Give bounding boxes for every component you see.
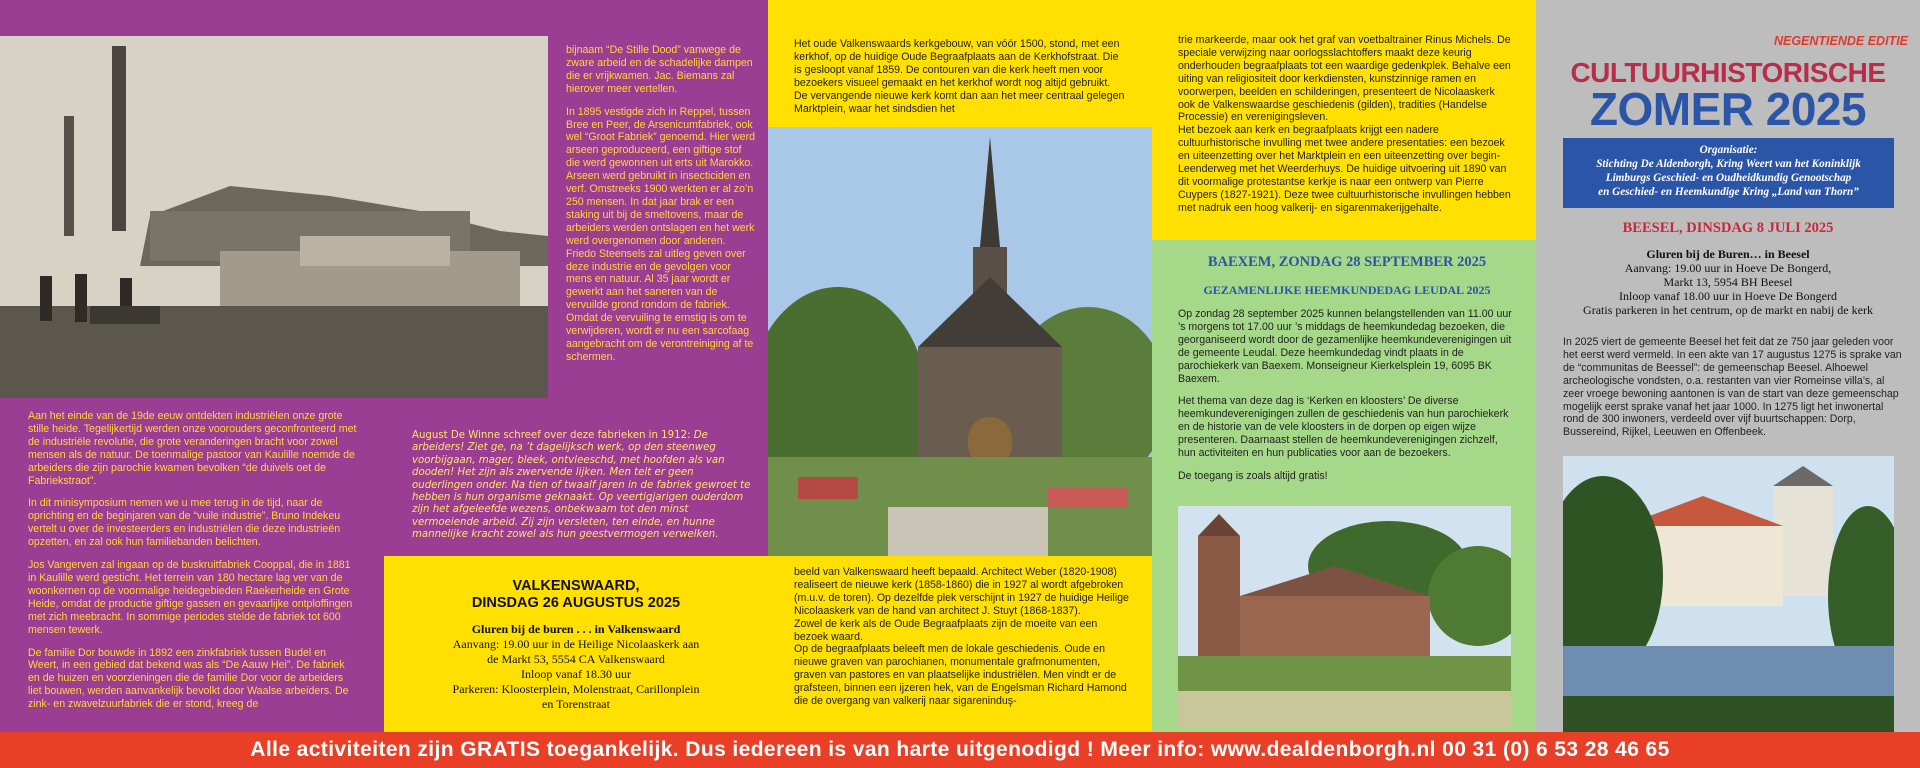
factory-photo xyxy=(0,36,548,398)
castle-illustration xyxy=(1563,456,1894,732)
col2-bottom-panel xyxy=(768,556,1152,732)
valkenswaard-line-3: Inloop vanaf 18.30 uur xyxy=(521,667,631,681)
valkenswaard-line-2: de Markt 53, 5554 CA Valkenswaard xyxy=(487,652,665,666)
footer-text: Alle activiteiten zijn GRATIS toegankelijk. Dus iedereen is van harte uitgenodigd ! Meer info: www.dealdenborgh.nl 00 31 (0) 6 53 28 46 65 xyxy=(250,738,1670,761)
title-line-2: ZOMER 2025 xyxy=(1589,83,1867,135)
beesel-line-1: Aanvang: 19.00 uur in Hoeve De Bongerd, xyxy=(1624,261,1832,275)
beesel-line-4: Gratis parkeren in het centrum, op de markt en nabij de kerk xyxy=(1583,303,1873,317)
footer-banner xyxy=(0,732,1920,768)
stille-dood-paragraph: bijnaam “De Stille Dood” vanwege de zware arbeid en de schadelijke dampen die er vrijkwamen. Jac. Biemans zal hierover meer vertellen. xyxy=(566,44,753,95)
baexem-paragraph-3: De toegang is zoals altijd gratis! xyxy=(1178,469,1328,482)
valkenswaard-title-1: VALKENSWAARD, xyxy=(512,578,640,594)
organisatie-line-3: en Geschied- en Heemkundige Kring „Land van Thorn” xyxy=(1598,186,1859,198)
church-illustration xyxy=(768,127,1152,557)
organisatie-line-1: Stichting De Aldenborgh, Kring Weert van het Koninklijk xyxy=(1596,158,1861,170)
col2-top-panel xyxy=(768,0,1152,127)
valkenswaard-line-4: Parkeren: Kloosterplein, Molenstraat, Carillonplein xyxy=(452,682,700,696)
quote-intro: August De Winne schreef over deze fabrieken in 1912: xyxy=(412,430,694,441)
baexem-subtitle: GEZAMENLIJKE HEEMKUNDEDAG LEUDAL 2025 xyxy=(1203,283,1491,297)
organisatie-line-2: Limburgs Geschied- en Oudheidkundig Genootschap xyxy=(1605,172,1852,184)
col3-top-panel xyxy=(1152,0,1536,240)
beesel-subtitle: Gluren bij de Buren… in Beesel xyxy=(1646,247,1810,261)
col2-bottom-text: beeld van Valkenswaard heeft bepaald. Architect Weber (1820-1908) realiseert de nieuwe kerk (1858-1860) die in 1927 al wordt afgebroken (m.u.v. de toren). Op dezelfde plek verschijnt in 1927 de huidige Heilige Nicolaaskerk van de hand van architect J. Stuyt (1868-1837). Zowel de kerk als de Oude Begraafplaats zijn de moeite van een bezoek waard. Op de begraafplaats beleeft men de lokale geschiedenis. Oude en nieuwe graven van parochianen, monumentale grafmonumenten, graven van pastores en van plaatselijke industriëlen. Men vindt er de grafsteen, binnen een ijzeren hek, van de Engelsman Richard Hamond die de overgang van valkerij naar sigareninduş- xyxy=(794,566,1129,708)
reppel-paragraph: In 1895 vestigde zich in Reppel, tussen Bree en Peer, de Arsenicumfabriek, ook wel “Groot Fabriek” genoemd. Hier werd arseen geproduceerd, een giftige stof die werd gewonnen uit erts uit Marokko. Arseen werd gebruikt in insecticiden en verf. Omstreeks 1900 werkten er al zo’n 250 mensen. In dat jaar brak er een staking uit bij de smeltovens, maar de arbeiders werden ontslagen en het werk werd overgenomen door anderen. Friedo Steensels zal uitleg geven over deze industrie en de gevolgen voor mens en natuur. Al 35 jaar wordt er gewerkt aan het saneren van de vervuilde grond rondom de fabriek. Omdat de vervuiling te ernstig is om te verwijderen, wordt er nu een sarcofaag aangebracht om de verontreiniging af te schermen. xyxy=(566,105,755,363)
abbey-illustration xyxy=(1178,506,1511,728)
title-line-1: CULTUURHISTORISCHE xyxy=(1570,57,1886,88)
col1-body xyxy=(28,410,358,721)
quote-block xyxy=(412,430,756,542)
edition-label: NEGENTIENDE EDITIE xyxy=(1773,34,1908,48)
baexem-paragraph-2: Het thema van deze dag is ‘Kerken en kloosters’ De diverse heemkundeverenigingen zullen de geschiedenis van hun parochiekerk en de historie van de vele kloosters in de dorpen op eigen wijze presenteren. Daarnaast stellen de heemkundeverenigingen zichzelf, hun activiteiten en hun publicaties voor aan de bezoekers. xyxy=(1178,395,1509,460)
col2-top-text: Het oude Valkenswaards kerkgebouw, van vóór 1500, stond, met een kerkhof, op de huidige Oude Begraafplaats aan de Kerkhofstraat. Die is gesloopt vanaf 1859. De contouren van die kerk heeft men voor bezoekers visueel gemaakt en het kerkhof wordt nog altijd gebruikt. De vervangende nieuwe kerk komt dan aan het meer centraal gelegen Marktplein, waar het sindsdien het xyxy=(794,38,1125,115)
factory-illustration xyxy=(0,36,548,398)
valkenswaard-subtitle: Gluren bij de buren . . . in Valkenswaard xyxy=(471,622,681,636)
beesel-line-2: Markt 13, 5954 BH Beesel xyxy=(1663,275,1793,289)
baexem-paragraph-1: Op zondag 28 september 2025 kunnen belangstellenden van 11.00 uur ’s morgens tot 17.00 uur ’s middags de heemkundedag bezoeken, die georganiseerd wordt door de gezamenlijke heemkundeverenigingen uit de gemeente Leudal. Deze heemkundedag vindt plaats in de parochiekerk van Baexem. Monseigneur Kierkelsplein 19, 6095 BK Baexem. xyxy=(1178,308,1512,385)
organisatie-label: Organisatie: xyxy=(1699,144,1758,156)
coppal-paragraph: Jos Vangerven zal ingaan op de buskruitfabriek Cooppal, die in 1881 in Kaulille werd gesticht. Het terrein van 180 hectare lag ver van de woonkernen op de voormalige heidegebieden Raekerheide en Grote Heide, omdat de productie giftige gassen en gevaarlijke ontploffingen met zich meebracht. In sommige periodes stelde de fabriek tot 600 mensen tewerk. xyxy=(28,559,353,636)
beesel-block xyxy=(1536,220,1920,317)
organisatie-box xyxy=(1563,138,1894,208)
beesel-title: BEESEL, DINSDAG 8 JULI 2025 xyxy=(1622,220,1834,236)
abbey-photo xyxy=(1178,506,1511,728)
beesel-paragraph: In 2025 viert de gemeente Beesel het feit dat ze 750 jaar geleden voor het eerst werd vermeld. In een akte van 17 augustus 1275 is sprake van de “communitas de Beessel”: de gemeenschap Beesel. Alhoewel archeologische vondsten, o.a. restanten van vier Romeinse villa’s, al zeer vroege bewoning aantonen is van de start van deze gemeenschap mogelijk eerst sprake vanaf het jaar 1000. In 1275 ligt het inwonertal rond de 300 inwoners, verdeeld over vijf buurtschappen: Dorp, Bussereind, Rijkel, Leeuwen en Offenbeek. xyxy=(1563,336,1902,439)
valkenswaard-box xyxy=(384,556,768,732)
symposium-paragraph: In dit minisymposium nemen we u mee terug in de tijd, naar de oprichting en de beginjaren van de “vuile industrie”. Bruno Indekeu vertelt u over de investeerders en industriëlen die deze industrieën opzetten, en zal ook hun familiebanden belichten. xyxy=(28,497,341,549)
valkenswaard-line-1: Aanvang: 19.00 uur in de Heilige Nicolaaskerk aan xyxy=(452,637,700,651)
caption-text xyxy=(566,44,756,374)
valkenswaard-title-2: DINSDAG 26 AUGUSTUS 2025 xyxy=(471,595,681,611)
quote-text: De arbeiders! Ziet ge, na ’t dagelijksch werk, op den steenweg voorbijgaan, mager, bleek, ontvleeschd, met hoofden als van dooden! Het zijn als zwervende lijken. Men telt er geen ouderlingen onder. Na tien of twaalf jaren in de fabriek gewroet te hebben is hun organisme geknaakt. Op veertigjarigen ouderdom zijn het afgeleefde wezens, onbekwaam tot den minst vermoeiende arbeid. Zij zijn versleten, ten einde, en hunne mannelijke kracht zowel als hun geestvermogen verwelken. xyxy=(412,430,751,541)
valkenswaard-line-5: en Torenstraat xyxy=(542,697,610,711)
church-photo xyxy=(768,127,1152,557)
beesel-line-3: Inloop vanaf 18.00 uur in Hoeve De Bongerd xyxy=(1619,289,1837,303)
intro-paragraph: Aan het einde van de 19de eeuw ontdekten industriëlen onze grote stille heide. Tegelijkertijd werden onze voorouders geconfronteerd met de industriële revolutie, die grote veranderingen bracht voor zowel mensen als de natuur. De toenmalige pastoor van Kaulille noemde de arbeiders die zijn parochie kwamen bevolken “de duivels oet de Fabriekstraot”. xyxy=(28,410,357,487)
col3-top-text: trie markeerde, maar ook het graf van voetbaltrainer Rinus Michels. De speciale verwijzing naar oorlogsslachtoffers maakt deze keurig onderhouden begraafplaats tot een waardige gedenkplek. Behalve een uiting van religiositeit door kerkdiensten, kunstzinnige ramen en voorwerpen, beelden en schilderingen, presenteert de Nicolaaskerk ook de Valkenswaardse geschiedenis (gilden), tradities (Handelse Processie) en verenigingsleven. Het bezoek aan kerk en begraafplaats krijgt een nadere cultuurhistorische invulling met twee andere presentaties: een bezoek en uiteenzetting over het Marktplein en een uiteenzetting over begin-Leenderweg met het Weerderhuys. De huidige uitvoering uit 1890 van dit voormalige protestantse kerkje is naar een ontwerp van Pierre Cuypers (1827-1921). Deze twee cultuurhistorische invullingen hebben met nadruk een hoog valkerij- en sigarenmakerijgehalte. xyxy=(1178,34,1511,214)
castle-photo xyxy=(1563,456,1894,732)
dor-paragraph: De familie Dor bouwde in 1892 een zinkfabriek tussen Budel en Weert, in een gebied dat bekend was als “De Aauw Hei”. De fabriek en de huizen en voorzieningen die de familie Dor voor de arbeiders liet bouwen, werden aanvankelijk bevolkt door Waalse arbeiders. De zink- en zwavelzuurfabriek die er stond, kreeg de xyxy=(28,646,349,711)
baexem-title: BAEXEM, ZONDAG 28 SEPTEMBER 2025 xyxy=(1207,254,1487,270)
